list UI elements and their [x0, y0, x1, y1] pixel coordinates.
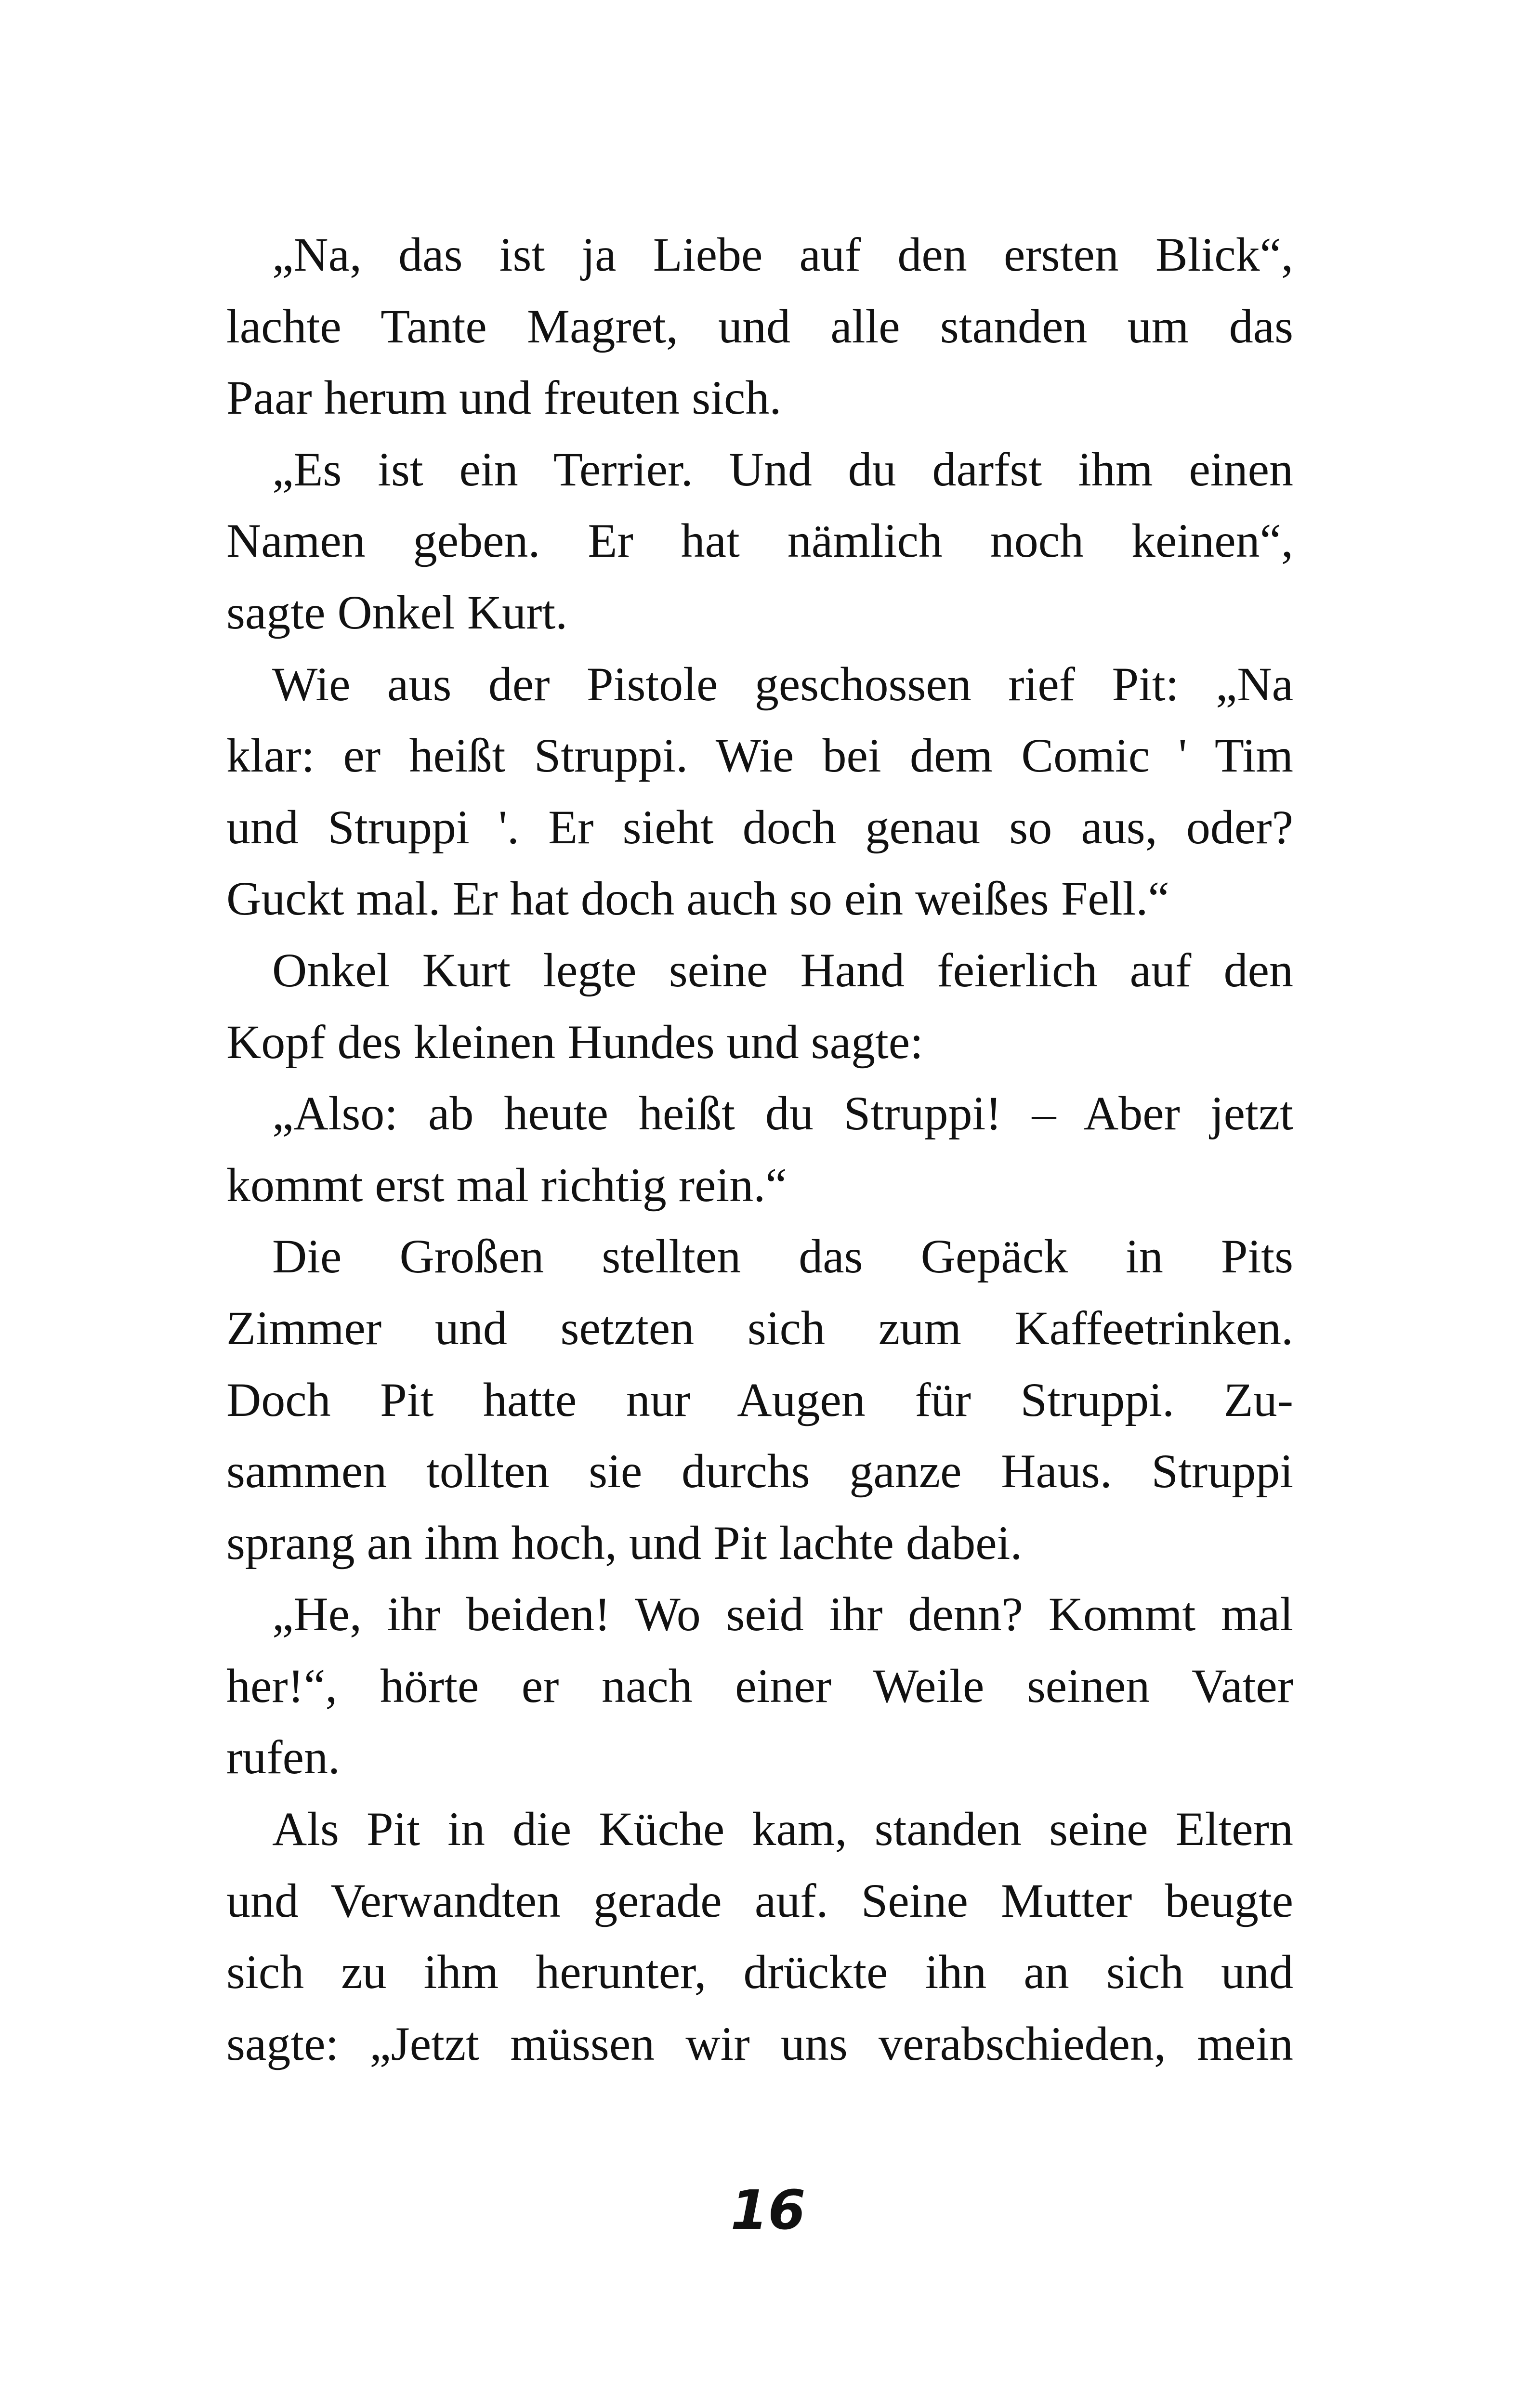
page-number: 16	[730, 2179, 806, 2242]
text-line: Paar herum und freuten sich.	[226, 371, 782, 425]
text-line: Doch Pit hatte nur Augen für Struppi. Zu-	[226, 1373, 1293, 1426]
text-line: sagte: „Jetzt müssen wir uns verabschieden, mein	[226, 2016, 1293, 2070]
text-line: sammen tollten sie durchs ganze Haus. Struppi	[226, 1444, 1293, 1498]
text-line: Kopf des kleinen Hundes und sagte:	[226, 1015, 923, 1069]
text-line: und Struppi '. Er sieht doch genau so aus, oder?	[226, 800, 1293, 854]
paragraph	[226, 1221, 1293, 1579]
text-line: kommt erst mal richtig rein.“	[226, 1158, 787, 1212]
text-line: Wie aus der Pistole geschossen rief Pit: „Na	[272, 657, 1293, 711]
paragraph	[226, 649, 1293, 935]
text-line: sagte Onkel Kurt.	[226, 585, 568, 639]
paragraph	[226, 935, 1293, 1078]
text-line: „Also: ab heute heißt du Struppi! – Aber jetzt	[272, 1086, 1293, 1140]
text-line: rufen.	[226, 1730, 340, 1784]
text-line: sprang an ihm hoch, und Pit lachte dabei.	[226, 1516, 1023, 1570]
text-line: „Es ist ein Terrier. Und du darfst ihm einen	[272, 442, 1293, 496]
paragraph	[226, 434, 1293, 649]
paragraph	[226, 219, 1293, 434]
text-line: „Na, das ist ja Liebe auf den ersten Blick“,	[272, 228, 1293, 281]
body-text	[226, 219, 1293, 2080]
paragraph	[226, 1579, 1293, 1793]
text-line: klar: er heißt Struppi. Wie bei dem Comic ' Tim	[226, 729, 1293, 783]
text-line: „He, ihr beiden! Wo seid ihr denn? Kommt mal	[272, 1587, 1293, 1641]
text-line: Die Großen stellten das Gepäck in Pits	[272, 1230, 1293, 1283]
paragraph	[226, 1078, 1293, 1221]
text-line: her!“, hörte er nach einer Weile seinen Vater	[226, 1659, 1293, 1713]
text-line: Onkel Kurt legte seine Hand feierlich auf den	[272, 943, 1293, 997]
text-line: und Verwandten gerade auf. Seine Mutter beugte	[226, 1873, 1293, 1927]
text-line: Zimmer und setzten sich zum Kaffeetrinken.	[226, 1301, 1293, 1355]
text-line: lachte Tante Magret, und alle standen um das	[226, 299, 1293, 353]
paragraph	[226, 1793, 1293, 2080]
text-line: Namen geben. Er hat nämlich noch keinen“,	[226, 514, 1293, 568]
text-line: Als Pit in die Küche kam, standen seine Eltern	[272, 1802, 1293, 1856]
text-line: Guckt mal. Er hat doch auch so ein weißes Fell.“	[226, 872, 1169, 926]
text-line: sich zu ihm herunter, drückte ihn an sich und	[226, 1945, 1293, 1999]
